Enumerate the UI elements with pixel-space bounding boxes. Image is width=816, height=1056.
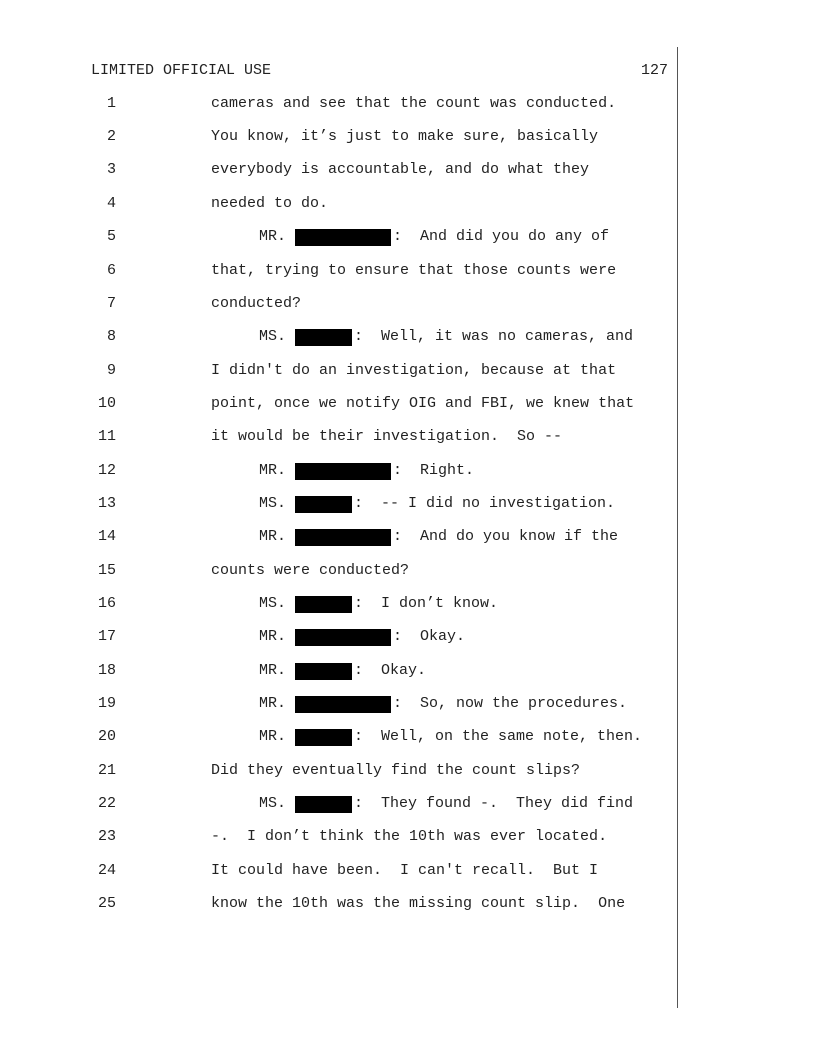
line-number: 17 — [97, 628, 116, 645]
transcript-line — [0, 361, 816, 381]
transcript-line — [0, 261, 816, 281]
speaker-line — [259, 727, 642, 747]
line-number: 8 — [106, 328, 116, 345]
speaker-line — [259, 694, 627, 714]
speaker-title: MR. — [259, 228, 287, 245]
line-text: You know, it’s just to make sure, basically — [211, 128, 599, 145]
speaker-line — [259, 661, 426, 681]
line-number: 20 — [97, 728, 116, 745]
redaction-box — [295, 463, 391, 480]
redaction-box — [295, 796, 352, 813]
transcript-line — [0, 894, 816, 914]
redaction-box — [295, 663, 352, 680]
speaker-line — [259, 461, 474, 481]
line-text: I didn't do an investigation, because at that — [211, 362, 617, 379]
line-text: it would be their investigation. So -- — [211, 428, 563, 445]
speaker-line — [259, 227, 609, 247]
speaker-line — [259, 627, 465, 647]
transcript-line — [0, 160, 816, 180]
transcript-line — [0, 127, 816, 147]
line-text: : And do you know if the — [393, 528, 619, 545]
line-number: 11 — [97, 428, 116, 445]
line-number: 16 — [97, 595, 116, 612]
speaker-title: MR. — [259, 728, 287, 745]
transcript-line — [0, 494, 816, 514]
line-text: everybody is accountable, and do what they — [211, 161, 590, 178]
transcript-line — [0, 461, 816, 481]
transcript-line — [0, 661, 816, 681]
line-number: 12 — [97, 462, 116, 479]
speaker-title: MR. — [259, 628, 287, 645]
line-text: : Well, on the same note, then. — [354, 728, 643, 745]
line-text: Did they eventually find the count slips? — [211, 762, 581, 779]
line-number: 10 — [97, 395, 116, 412]
line-number: 6 — [106, 262, 116, 279]
speaker-title: MR. — [259, 662, 287, 679]
line-text: : Right. — [393, 462, 475, 479]
line-text: know the 10th was the missing count slip. One — [211, 895, 626, 912]
line-text: point, once we notify OIG and FBI, we knew that — [211, 395, 635, 412]
line-text: needed to do. — [211, 195, 329, 212]
line-text: : I don’t know. — [354, 595, 499, 612]
line-text: -. I don’t think the 10th was ever located. — [211, 828, 608, 845]
redaction-box — [295, 696, 391, 713]
speaker-line — [259, 327, 633, 347]
speaker-line — [259, 794, 633, 814]
transcript-line — [0, 861, 816, 881]
transcript-line — [0, 827, 816, 847]
redaction-box — [295, 596, 352, 613]
transcript-line — [0, 727, 816, 747]
line-number: 14 — [97, 528, 116, 545]
classification-header: LIMITED OFFICIAL USE — [91, 62, 272, 79]
transcript-line — [0, 561, 816, 581]
line-text: : And did you do any of — [393, 228, 610, 245]
speaker-title: MS. — [259, 328, 287, 345]
line-number: 21 — [97, 762, 116, 779]
line-number: 24 — [97, 862, 116, 879]
transcript-line — [0, 794, 816, 814]
line-number: 19 — [97, 695, 116, 712]
line-text: that, trying to ensure that those counts were — [211, 262, 617, 279]
line-number: 1 — [106, 95, 116, 112]
line-number: 25 — [97, 895, 116, 912]
line-text: counts were conducted? — [211, 562, 410, 579]
transcript-line — [0, 527, 816, 547]
transcript-line — [0, 394, 816, 414]
redaction-box — [295, 729, 352, 746]
line-number: 15 — [97, 562, 116, 579]
transcript-line — [0, 761, 816, 781]
transcript-line — [0, 627, 816, 647]
speaker-title: MS. — [259, 795, 287, 812]
speaker-title: MR. — [259, 528, 287, 545]
transcript-line — [0, 327, 816, 347]
line-text: : Well, it was no cameras, and — [354, 328, 634, 345]
line-number: 22 — [97, 795, 116, 812]
speaker-title: MS. — [259, 595, 287, 612]
redaction-box — [295, 229, 391, 246]
transcript-line — [0, 94, 816, 114]
line-text: conducted? — [211, 295, 302, 312]
transcript-line — [0, 427, 816, 447]
page-number: 127 — [640, 62, 668, 79]
transcript-line — [0, 227, 816, 247]
redaction-box — [295, 529, 391, 546]
redaction-box — [295, 629, 391, 646]
speaker-title: MS. — [259, 495, 287, 512]
line-text: : So, now the procedures. — [393, 695, 628, 712]
speaker-line — [259, 527, 618, 547]
transcript-line — [0, 194, 816, 214]
line-number: 5 — [106, 228, 116, 245]
line-number: 18 — [97, 662, 116, 679]
redaction-box — [295, 496, 352, 513]
transcript-line — [0, 294, 816, 314]
line-number: 2 — [106, 128, 116, 145]
speaker-line — [259, 494, 615, 514]
speaker-line — [259, 594, 498, 614]
speaker-title: MR. — [259, 695, 287, 712]
line-text: It could have been. I can't recall. But I — [211, 862, 599, 879]
line-text: : -- I did no investigation. — [354, 495, 616, 512]
line-number: 23 — [97, 828, 116, 845]
line-number: 3 — [106, 161, 116, 178]
line-number: 4 — [106, 195, 116, 212]
line-number: 9 — [106, 362, 116, 379]
transcript-line — [0, 694, 816, 714]
line-text: cameras and see that the count was conducted. — [211, 95, 617, 112]
line-number: 13 — [97, 495, 116, 512]
line-text: : Okay. — [393, 628, 466, 645]
line-text: : They found -. They did find — [354, 795, 634, 812]
line-number: 7 — [106, 295, 116, 312]
redaction-box — [295, 329, 352, 346]
speaker-title: MR. — [259, 462, 287, 479]
line-text: : Okay. — [354, 662, 427, 679]
transcript-line — [0, 594, 816, 614]
